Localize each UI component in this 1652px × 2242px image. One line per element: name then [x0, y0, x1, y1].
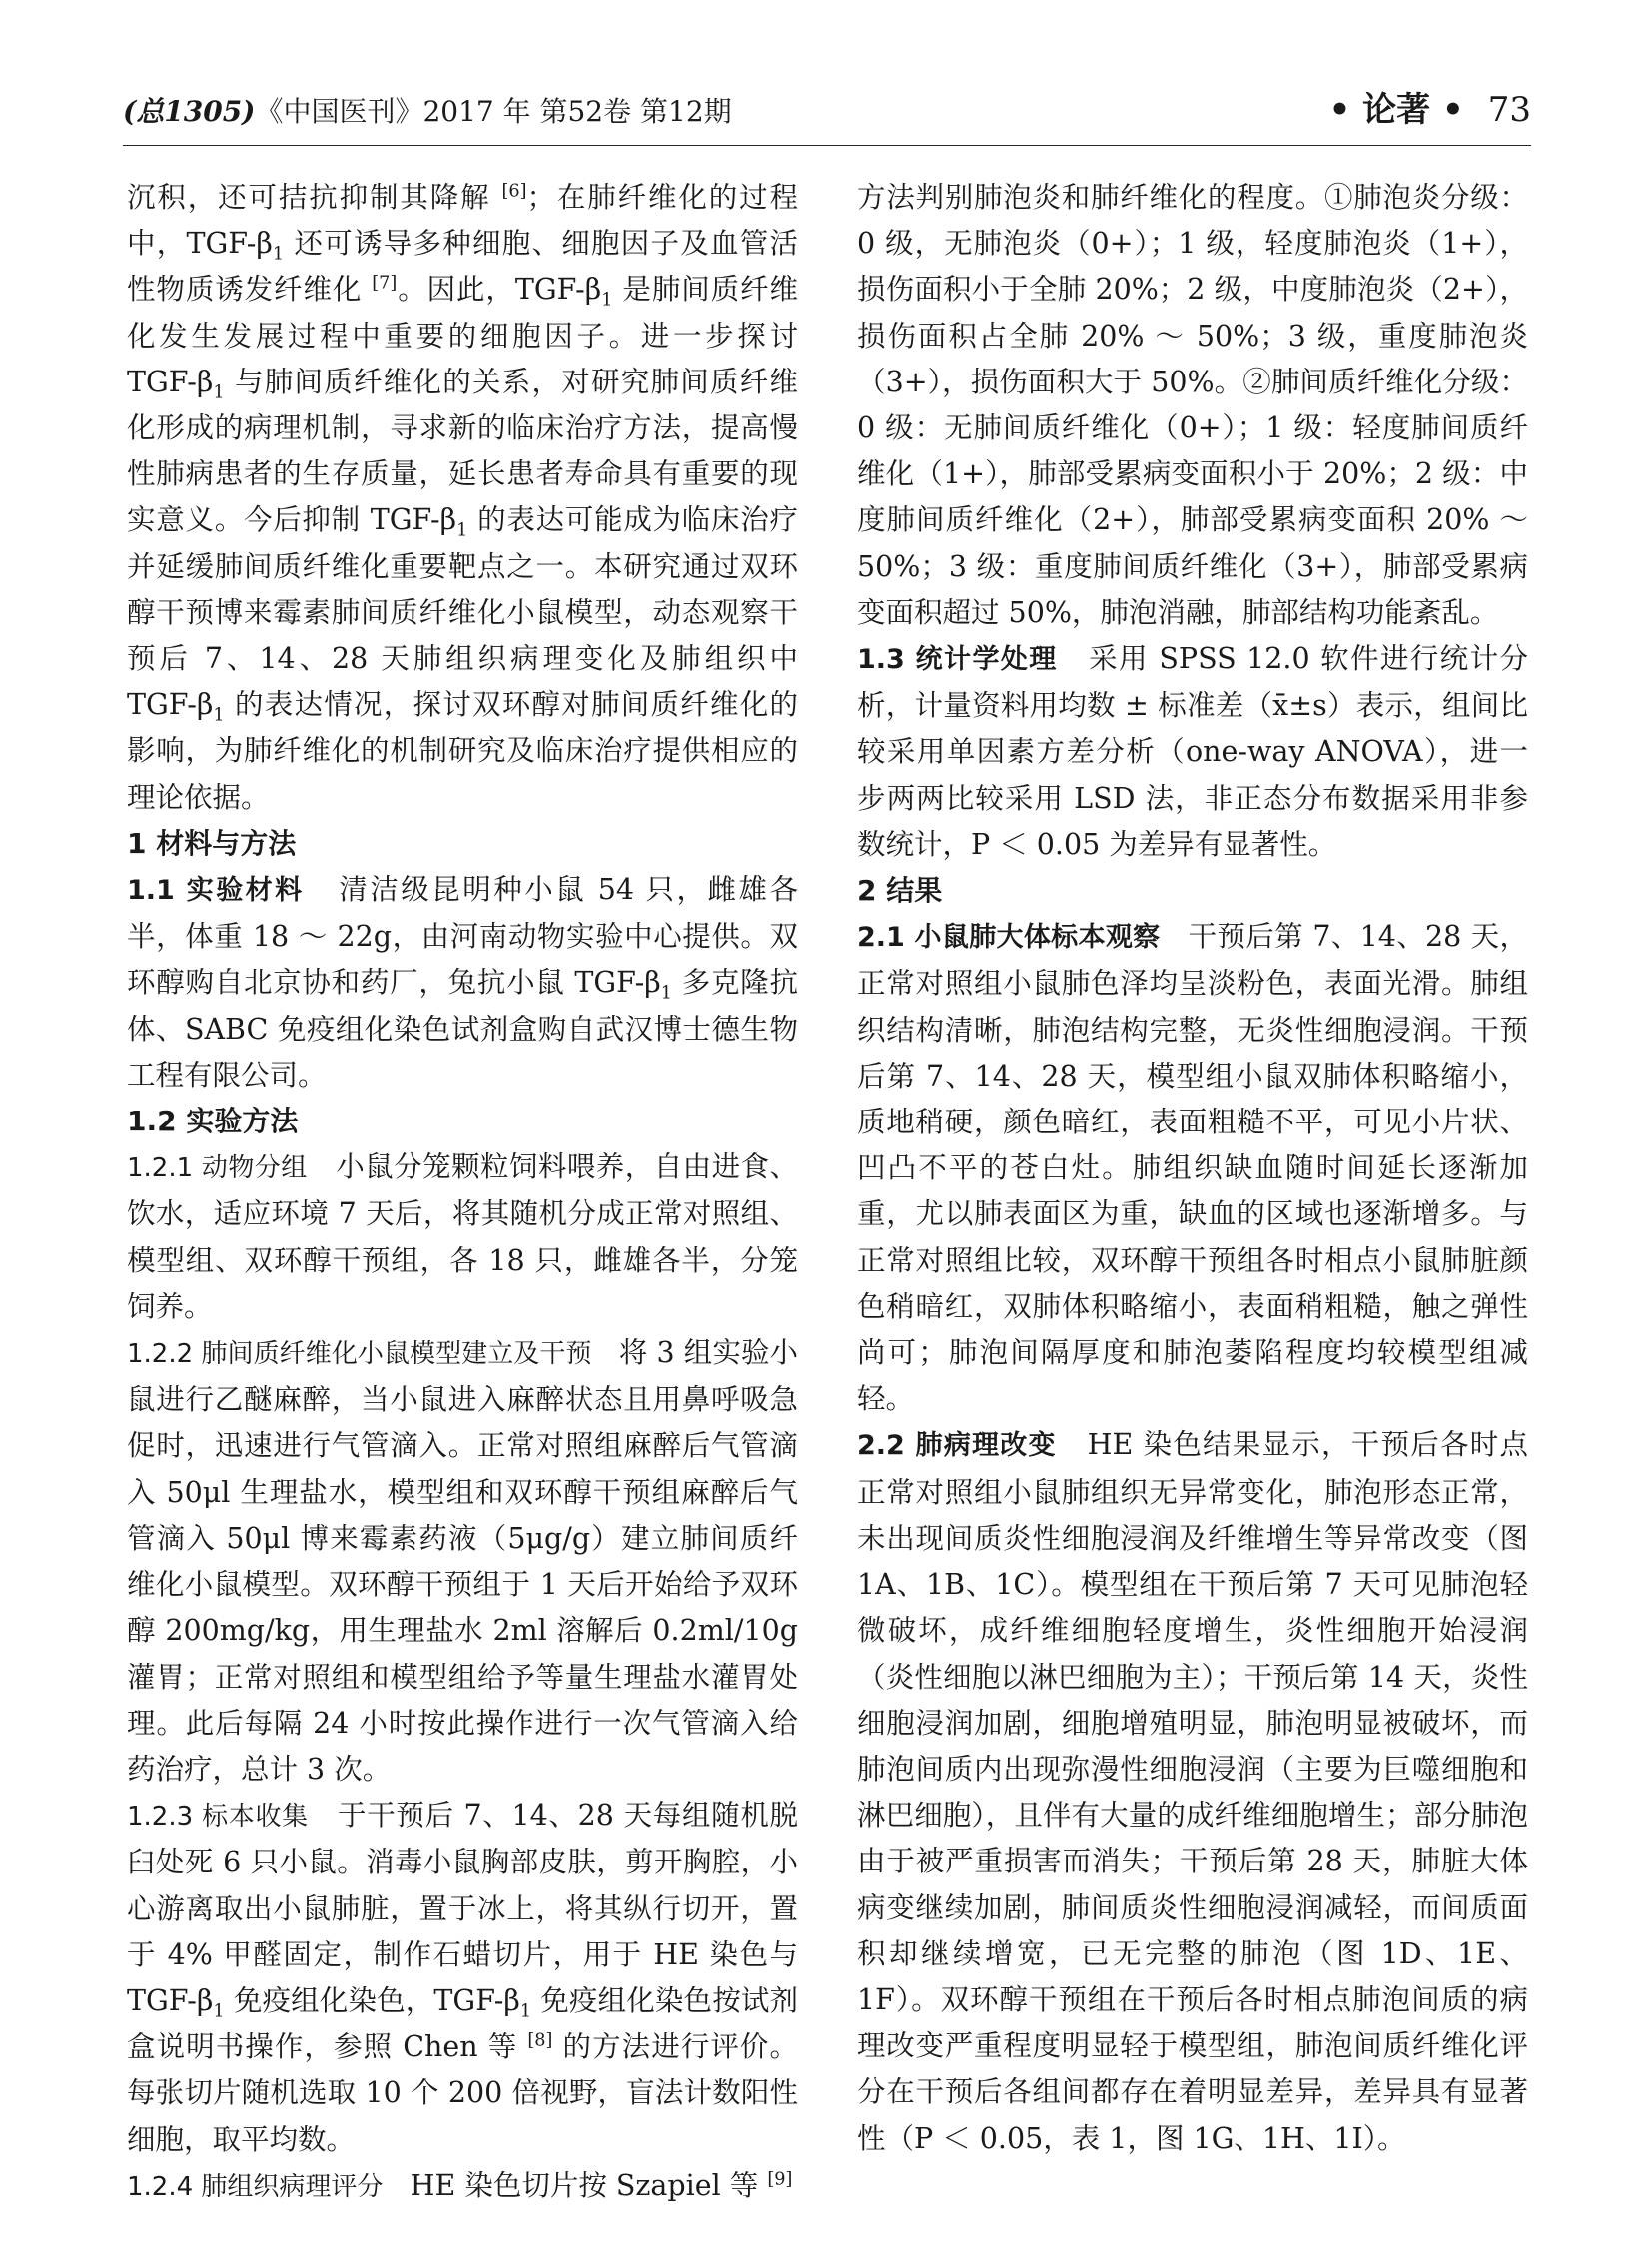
- subsection-heading: 2.2 肺病理改变: [857, 1430, 1057, 1462]
- total-issue: (总1305): [123, 95, 256, 128]
- subsection-heading: 2.1 小鼠肺大体标本观察: [857, 922, 1161, 954]
- subsection-paragraph: 1.2.4 肺组织病理评分 HE 染色切片按 Szapiel 等 [9]: [127, 2168, 793, 2202]
- subsection-heading: 1.1 实验材料: [127, 875, 305, 907]
- running-header: [123, 92, 1531, 140]
- subsection-heading: 1.2.4 肺组织病理评分: [127, 2171, 384, 2202]
- journal-citation: [123, 92, 732, 132]
- body-paragraph: 方法判别肺泡炎和肺纤维化的程度。①肺泡炎分级：0 级，无肺泡炎（0+）；1 级，轻度肺泡炎（1+），损伤面积小于全肺 20%；2 级，中度肺泡炎（2+），损伤面积占全肺 20% ～ 50%；3 级，重度肺泡炎（3+），损伤面积大于 50%。②肺间质纤维化分级：0 级：无肺间质纤维化（0+）；1 级：轻度肺间质纤维化（1+），肺部受累病变面积小于 20%；2 级：中度肺间质纤维化（2+），肺部受累病变面积 20% ～ 50%；3 级：重度肺间质纤维化（3+），肺部受累病变面积超过 50%，肺泡消融，肺部结构功能紊乱。: [857, 181, 1528, 629]
- section-heading: 2 结果: [857, 874, 943, 908]
- section-name: • 论著 •: [1328, 90, 1464, 130]
- subsection-paragraph: 1.2.3 标本收集 于干预后 7、14、28 天每组随机脱臼处死 6 只小鼠。消毒小鼠胸部皮肤，剪开胸腔，小心游离取出小鼠肺脏，置于冰上，将其纵行切开，置于 4% 甲醛固定，制作石蜡切片，用于 HE 染色与 TGF-$\beta_1$ 免疫组化染色，TGF-$\beta_1$ 免疫组化染色按试剂盒说明书操作，参照 Chen 等 [8] 的方法进行评价。每张切片随机选取 10 个 200 倍视野，盲法计数阳性细胞，取平均数。: [127, 1799, 799, 2156]
- section-heading: 1 材料与方法: [127, 826, 297, 860]
- section-heading: 1.2 实验方法: [127, 1105, 299, 1138]
- body-paragraph: 沉积，还可拮抗抑制其降解 [6]；在肺纤维化的过程中，TGF-$\beta_1$ 还可诱导多种细胞、细胞因子及血管活性物质诱发纤维化 [7]。因此，TGF-$\beta_1$ 是肺间质纤维化发生发展过程中重要的细胞因子。进一步探讨 TGF-$\beta_1$ 与肺间质纤维化的关系，对研究肺间质纤维化形成的病理机制，寻求新的临床治疗方法，提高慢性肺病患者的生存质量，延长患者寿命具有重要的现实意义。今后抑制 TGF-$\beta_1$ 的表达可能成为临床治疗并延缓肺间质纤维化重要靶点之一。本研究通过双环醇干预博来霉素肺间质纤维化小鼠模型，动态观察干预后 7、14、28 天肺组织病理变化及肺组织中 TGF-$\beta_1$ 的表达情况，探讨双环醇对肺间质纤维化的影响，为肺纤维化的机制研究及临床治疗提供相应的理论依据。: [127, 181, 799, 814]
- left-column: [127, 175, 798, 2210]
- subsection-paragraph: 1.2.2 肺间质纤维化小鼠模型建立及干预 将 3 组实验小鼠进行乙醚麻醉，当小鼠进入麻醉状态且用鼻呼吸急促时，迅速进行气管滴入。正常对照组麻醉后气管滴入 50μl 生理盐水，模型组和双环醇干预组麻醉后气管滴入 50μl 博来霉素药液（5μg/g）建立肺间质纤维化小鼠模型。双环醇干预组于 1 天后开始给予双环醇 200mg/kg，用生理盐水 2ml 溶解后 0.2ml/10g 灌胃；正常对照组和模型组给予等量生理盐水灌胃处理。此后每隔 24 小时按此操作进行一次气管滴入给药治疗，总计 3 次。: [127, 1336, 799, 1786]
- page-number: 73: [1487, 90, 1531, 130]
- right-column: [857, 175, 1528, 2162]
- subsection-paragraph: 1.2.1 动物分组 小鼠分笼颗粒饲料喂养，自由进食、饮水，适应环境 7 天后，将其随机分成正常对照组、模型组、双环醇干预组，各 18 只，雌雄各半，分笼饲养。: [127, 1150, 798, 1323]
- subsection-paragraph: 1.3 统计学处理 采用 SPSS 12.0 软件进行统计分析，计量资料用均数 ± 标准差（x̄±s）表示，组间比较采用单因素方差分析（one-way ANOVA），进一步两两比较采用 LSD 法，非正态分布数据采用非参数统计，P ＜ 0.05 为差异有显著性。: [857, 642, 1529, 861]
- journal-issue: 《中国医刊》2017 年 第52卷 第12期: [255, 95, 732, 128]
- subsection-paragraph: 2.2 肺病理改变 HE 染色结果显示，干预后各时点正常对照组小鼠肺组织无异常变化，肺泡形态正常，未出现间质炎性细胞浸润及纤维增生等异常改变（图 1A、1B、1C）。模型组在干预后第 7 天可见肺泡轻微破坏，成纤维细胞轻度增生，炎性细胞开始浸润（炎性细胞以淋巴细胞为主）；干预后第 14 天，炎性细胞浸润加剧，细胞增殖明显，肺泡明显被破坏，而肺泡间质内出现弥漫性细胞浸润（主要为巨噬细胞和淋巴细胞），且伴有大量的成纤维细胞增生；部分肺泡由于被严重损害而消失；干预后第 28 天，肺脏大体病变继续加剧，肺间质炎性细胞浸润减轻，而间质面积却继续增宽，已无完整的肺泡（图 1D、1E、1F）。双环醇干预组在干预后各时相点肺泡间质的病理改变严重程度明显轻于模型组，肺泡间质纤维化评分在干预后各组间都存在着明显差异，差异具有显著性（P ＜ 0.05，表 1，图 1G、1H、1I）。: [857, 1428, 1528, 2155]
- subsection-paragraph: 1.1 实验材料 清洁级昆明种小鼠 54 只，雌雄各半，体重 18 ～ 22g，由河南动物实验中心提供。双环醇购自北京协和药厂，兔抗小鼠 TGF-$\beta_1$ 多克隆抗体、SABC 免疫组化染色试剂盒购自武汉博士德生物工程有限公司。: [127, 873, 798, 1092]
- subsection-heading: 1.2.1 动物分组: [127, 1153, 308, 1184]
- subsection-paragraph: 2.1 小鼠肺大体标本观察 干预后第 7、14、28 天，正常对照组小鼠肺色泽均呈淡粉色，表面光滑。肺组织结构清晰，肺泡结构完整，无炎性细胞浸润。干预后第 7、14、28 天，模型组小鼠双肺体积略缩小，质地稍硬，颜色暗红，表面粗糙不平，可见小片状、凹凸不平的苍白灶。肺组织缺血随时间延长逐渐加重，尤以肺表面区为重，缺血的区域也逐渐增多。与正常对照组比较，双环醇干预组各时相点小鼠肺脏颜色稍暗红，双肺体积略缩小，表面稍粗糙，触之弹性尚可；肺泡间隔厚度和肺泡萎陷程度均较模型组减轻。: [857, 920, 1528, 1416]
- section-label: [1329, 88, 1531, 132]
- subsection-heading: 1.2.3 标本收集: [127, 1802, 309, 1833]
- subsection-heading: 1.3 统计学处理: [857, 644, 1058, 676]
- subsection-heading: 1.2.2 肺间质纤维化小鼠模型建立及干预: [127, 1339, 592, 1370]
- header-rule: [123, 145, 1531, 146]
